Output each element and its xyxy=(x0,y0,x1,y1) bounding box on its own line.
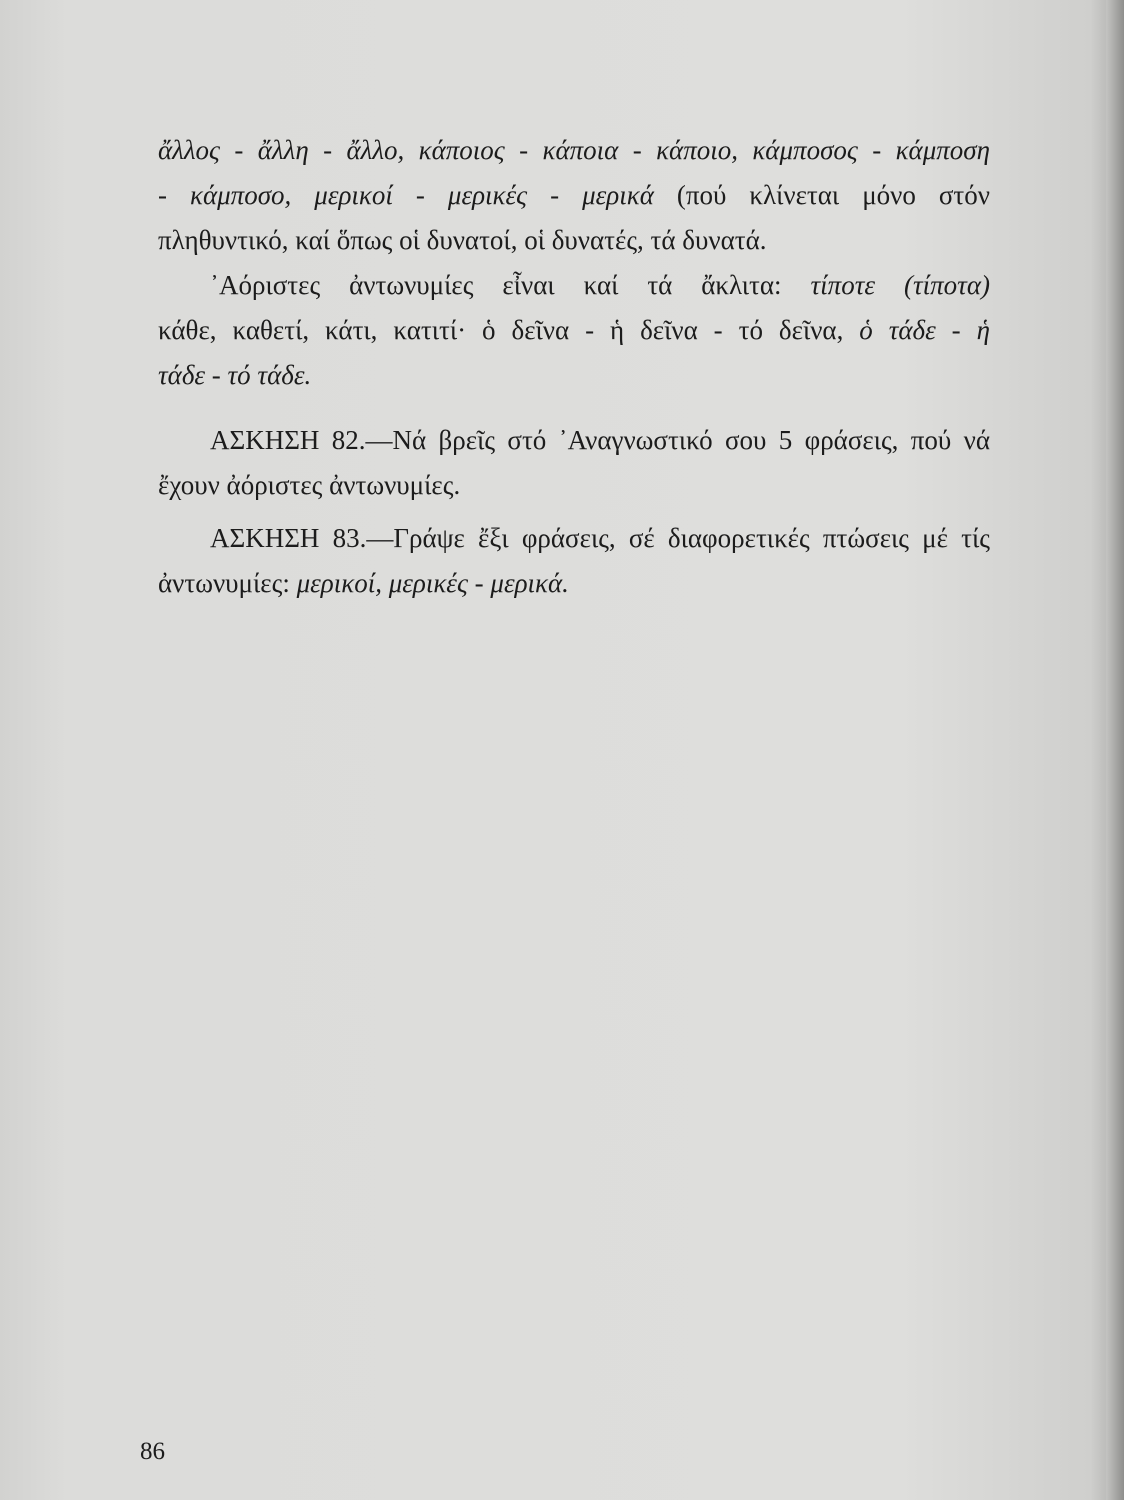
italic-text: μερικοί, μερικές - μερικά. xyxy=(296,568,569,598)
exercise-83-line: ΑΣΚΗΣΗ 83.—Γράψε ἔξι φράσεις, σέ διαφορετικές πτώσεις μέ τίς xyxy=(210,523,990,553)
italic-text: ὁ τάδε - ἡ xyxy=(859,315,990,345)
italic-text: ἄλλος - ἄλλη - ἄλλο, κάποιος - κάποια - κάποιο, κάμποσος - κάμποση xyxy=(158,135,990,165)
page-number: 86 xyxy=(140,1438,165,1465)
exercise-82-line: ἔχουν ἀόριστες ἀντωνυμίες. xyxy=(158,470,461,500)
text-line xyxy=(158,128,990,173)
text-line xyxy=(158,353,990,398)
italic-text: τίποτε (τίποτα) xyxy=(810,270,990,300)
regular-text: κάθε, καθετί, κάτι, κατιτί· ὁ δεῖνα - ἡ δεῖνα - τό δεῖνα, xyxy=(158,315,860,345)
book-spine-shadow xyxy=(1106,0,1124,1500)
text-line xyxy=(158,263,990,308)
paragraph-pronoun-list xyxy=(158,128,990,263)
regular-text: ἀντωνυμίες: xyxy=(158,568,297,598)
paragraph-indeclinable xyxy=(158,263,990,398)
regular-text: (πού κλίνεται μόνο στόν xyxy=(653,180,990,210)
text-line: πληθυντικό, καί ὅπως οἱ δυνατοί, οἱ δυνατές, τά δυνατά. xyxy=(158,225,767,255)
italic-text: τάδε - τό τάδε. xyxy=(158,360,312,390)
text-line xyxy=(158,308,990,353)
exercise-83-line xyxy=(158,561,990,606)
exercise-83 xyxy=(158,516,990,606)
exercise-82-line: ΑΣΚΗΣΗ 82.—Νά βρεῖς στό ᾽Αναγνωστικό σου 5 φράσεις, πού νά xyxy=(210,425,990,455)
italic-text: - κάμποσο, μερικοί - μερικές - μερικά xyxy=(158,180,654,210)
regular-text: ᾽Αόριστες ἀντωνυμίες εἶναι καί τά ἄκλιτα: xyxy=(210,270,811,300)
exercise-82 xyxy=(158,418,990,508)
text-line xyxy=(158,173,990,218)
main-text xyxy=(158,128,990,606)
